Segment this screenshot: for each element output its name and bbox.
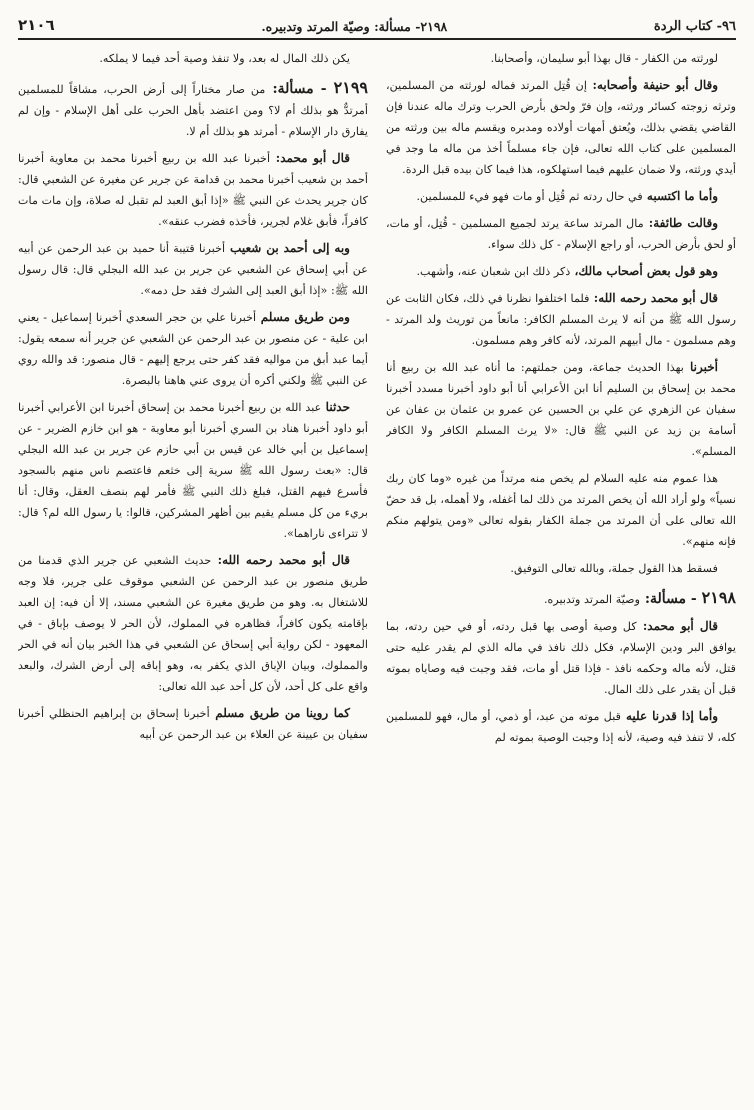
paragraph-text: ذكر ذلك ابن شعبان عنه، وأشهب. <box>416 265 571 278</box>
paragraph <box>18 703 368 745</box>
paragraph <box>386 48 736 69</box>
paragraph-lead: قال أبو محمد رحمه الله: <box>589 291 718 305</box>
section-number: ٢١٩٨ <box>701 588 736 607</box>
paragraph-text: أخبرنا عبد الله بن ربيع أخبرنا محمد بن معاوية أخبرنا أحمد بن شعيب أخبرنا محمد بن قدامة عن جرير عن مغيرة عن الشعبي قال: كان جرير يحدث عن النبي ﷺ «إذا أبق العبد لم تقبل له صلاة، وإن مات مات كافراً، فأبق غلام لجرير، فأخذه فضرب عنقه». <box>18 152 368 228</box>
section-heading <box>386 587 736 610</box>
section-number: ٢١٩٩ <box>333 78 368 97</box>
paragraph-lead: ومن طريق مسلم <box>256 310 350 324</box>
paragraph-lead: وأما إذا قدرنا عليه <box>621 709 719 723</box>
section-heading <box>18 77 368 142</box>
paragraph-lead: وقال أبو حنيفة وأصحابه: <box>587 78 719 92</box>
paragraph <box>386 261 736 282</box>
text-columns <box>18 48 736 1102</box>
paragraph-text: عبد الله بن ربيع أخبرنا محمد بن إسحاق أخبرنا ابن الأعرابي أخبرنا أبو داود أخبرنا هناد بن السري أخبرنا أبو معاوية - هو ابن خازم الضرير - عن إسماعيل بن أبي خالد عن قيس بن أبي حازم عن جرير بن عبد الله البجلي قال: «بعث رسول الله ﷺ سرية إلى خثعم فاعتصم ناس منهم بالسجود فأسرع فيهم القتل، فبلغ ذلك النبي ﷺ فأمر لهم بنصف العقل، وقال: أنا بريء من كل مسلم يقيم بين أظهر المشركين، قالوا: يا رسول الله لم؟ قال: لا تتراءى ناراهما». <box>18 401 368 540</box>
paragraph <box>386 75 736 180</box>
left-column <box>18 48 368 1102</box>
paragraph-text: لورثته من الكفار - قال بهذا أبو سليمان، وأصحابنا. <box>490 52 718 65</box>
paragraph-lead: حدثنا <box>321 400 350 414</box>
paragraph <box>18 148 368 232</box>
paragraph <box>386 186 736 207</box>
paragraph <box>18 238 368 301</box>
paragraph-lead: وبه إلى أحمد بن شعيب <box>225 241 350 255</box>
paragraph-text: هذا عموم منه عليه السلام لم يخص منه مرتداً من غيره «وما كان ربك نسياً» ولو أراد الله أن يخص المرتد من ذلك لما أغفله، ولا أهمله، بل قد حضّ الله تعالى على أن المرتد من جملة الكفار بقوله تعالى «ومن يتولهم منكم فإنه منهم». <box>386 472 736 548</box>
paragraph <box>386 468 736 552</box>
paragraph-lead: وأما ما اكتسبه <box>642 189 718 203</box>
paragraph-lead: كما روينا من طريق مسلم <box>209 706 350 720</box>
paragraph-lead: قال أبو محمد: <box>270 151 350 165</box>
section-title: - مسألة: <box>265 81 334 97</box>
paragraph-text: قبل موته من عبد، أو ذمي، أو مال، فهو للمسلمين كله، لا تنفذ فيه وصية، لأنه إذا وجبت الوصية بموته لم <box>386 710 736 744</box>
paragraph-text: أخبرنا إسحاق بن إبراهيم الحنظلي أخبرنا سفيان بن عيينة عن العلاء بن عبد الرحمن عن أبيه <box>18 707 368 741</box>
paragraph <box>386 558 736 579</box>
paragraph-text: حديث الشعبي عن جرير الذي قدمنا من طريق منصور بن عبد الرحمن عن الشعبي موقوف على جرير، فلا وجه للاشتغال به. وهو من طريق مغيرة عن الشعبي مسند، إلا أن فيه: إن العبد بإقامته يكون كافراً، فظاهره في المملوك، لأن الحر لا يوصف بإباق - في المعهود - لكن رواية أبي إسحاق عن الشعبي في هذا الخبر بيان أنه في الحر والمملوك، وبيان الإباق الذي يكفر به، وهو إباقه إلى أرض الشرك، والبعد واقع على كل أحد، لأن كل أحد عبد الله تعالى: <box>18 554 368 693</box>
paragraph-text: أخبرنا قتيبة أنا حميد بن عبد الرحمن عن أبيه عن أبي إسحاق عن الشعبي عن جرير بن عبد الله البجلي قال: قال رسول الله ﷺ: «إذا أبق العبد إلى الشرك فقد حل دمه». <box>18 242 368 297</box>
book-page <box>18 6 736 1102</box>
page-header <box>18 6 736 40</box>
paragraph-text: إن قُتِل المرتد فماله لورثته من المسلمين، وترثه زوجته كسائر ورثته، وإن فرّ ولحق بأرض الحرب وترك ماله عندنا فإن القاضي يقضي بذلك، ويُعتق أمهات أولاده ومدبره ويقسم ماله بين ورثته من المسلمين على كتاب الله تعالى، فإن جاء مسلماً أخذ من ماله ما وجد في أيدي ورثته، ولا ضمان عليهم فيما استهلكوه، هذا فيما كان بيده قبل الردة. <box>386 79 736 176</box>
paragraph <box>386 288 736 351</box>
paragraph <box>18 307 368 391</box>
paragraph-lead: وقالت طائفة: <box>643 216 718 230</box>
paragraph <box>18 48 368 69</box>
paragraph-text: يكن ذلك المال له بعد، ولا تنفذ وصية أحد فيما لا يملكه. <box>99 52 350 65</box>
section-title: - مسألة: <box>639 591 702 607</box>
paragraph-text: كل وصية أوصى بها قبل ردته، أو في حين ردته، بما يوافق البر ودين الإسلام، فكل ذلك نافذ في ماله الذي لم يقدر عليه حتى قتل، لأنه ماله وحكمه نافذ - فإذا قتل أو مات، فقد وجبت فيه وصاياه بموته قبل أن يقدر على ذلك المال. <box>386 620 736 696</box>
book-title: ٩٦- كتاب الردة <box>653 19 736 34</box>
section-text: من صار مختاراً إلى أرض الحرب، مشاقاً للمسلمين أمرتدٌّ هو بذلك أم لا؟ ومن اعتضد بأهل الحرب على أهل الإسلام - وإن لم يفارق دار الإسلام - أمرتد هو بذلك أم لا. <box>18 83 368 138</box>
paragraph-text: في حال ردته ثم قُتِل أو مات فهو فيء للمسلمين. <box>416 190 643 203</box>
paragraph-text: أخبرنا علي بن حجر السعدي أخبرنا إسماعيل - يعني ابن علية - عن منصور بن عبد الرحمن عن الشعبي عن جرير أنه سمعه يقول: أيما عبد أبق من مواليه فقد كفر حتى يرجع إليهم - قال منصور: قد والله روي عن النبي ﷺ ولكني أكره أن يروى عني هاهنا بالبصرة. <box>18 311 368 387</box>
paragraph-lead: قال أبو محمد: <box>636 619 718 633</box>
paragraph-text: فلما اختلفوا نظرنا في ذلك، فكان الثابت عن رسول الله ﷺ من أنه لا يرث المسلم الكافر: مانعاً من توريث ولد المرتد - وهم مسلمون - مال أبيهم المرتد، لأنه كافر وهم مسلمون. <box>386 292 736 347</box>
section-text: وصيّة المرتد وتدبيره. <box>543 593 640 606</box>
page-number: ٢١٠٦ <box>18 16 55 34</box>
paragraph <box>386 706 736 748</box>
paragraph-lead: وهو قول بعض أصحاب مالك، <box>570 264 718 278</box>
paragraph-text: مال المرتد ساعة يرتد لجميع المسلمين - قُتِل، أو مات، أو لحق بأرض الحرب، أو راجع الإسلام - كل ذلك سواء. <box>386 217 736 251</box>
paragraph <box>386 616 736 700</box>
paragraph-text: فسقط هذا القول جملة، وبالله تعالى التوفيق. <box>510 562 718 575</box>
issue-title: ٢١٩٨- مسألة: وصيّة المرتد وتدبيره. <box>261 19 448 34</box>
paragraph <box>386 357 736 462</box>
paragraph <box>18 397 368 544</box>
paragraph <box>18 550 368 697</box>
paragraph-lead: أخبرنا <box>683 360 718 374</box>
paragraph-text: بهذا الحديث جماعة، ومن جملتهم: ما أناه عبد الله بن ربيع أنا محمد بن إسحاق بن السليم أنا ابن الأعرابي أنا أبو داود أخبرنا مسدد أخبرنا سفيان عن الزهري عن علي بن الحسين عن عمرو بن عثمان بن عفان عن أسامة بن زيد عن النبي ﷺ قال: «لا يرث المسلم الكافر ولا الكافر المسلم». <box>386 361 736 458</box>
paragraph <box>386 213 736 255</box>
paragraph-lead: قال أبو محمد رحمه الله: <box>211 553 350 567</box>
right-column <box>386 48 736 1102</box>
